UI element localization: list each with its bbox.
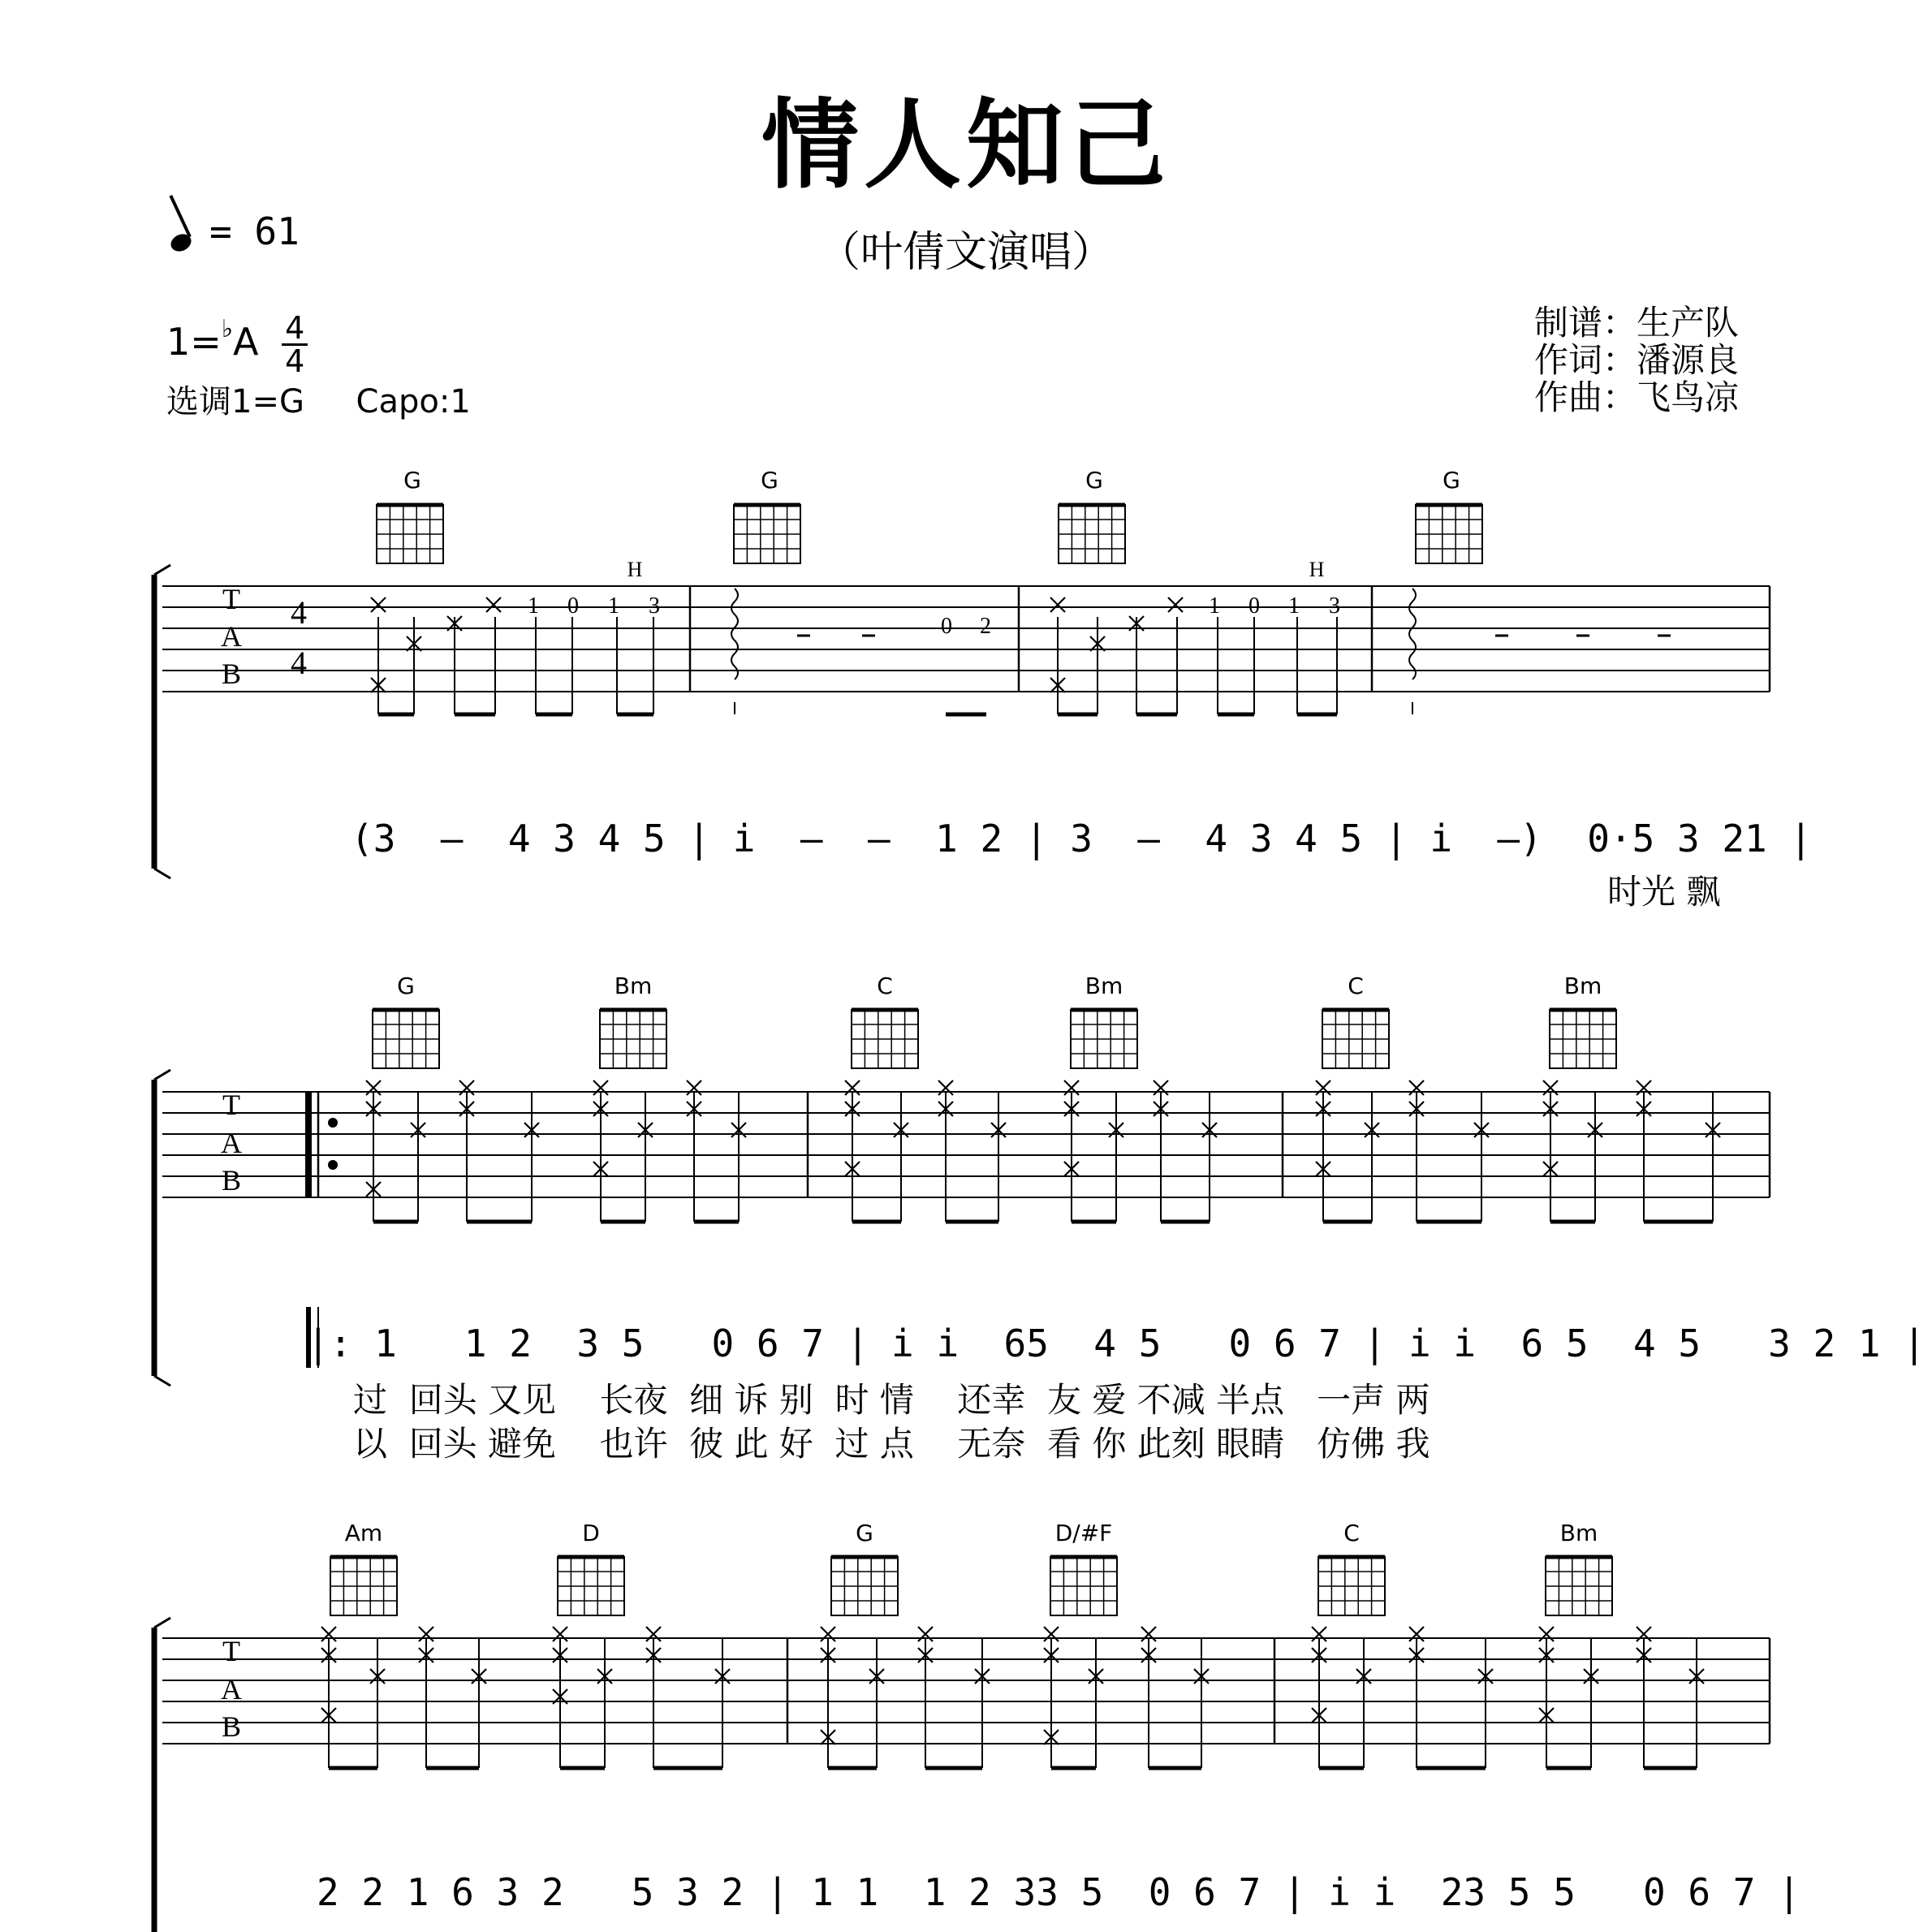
chord-name: C	[1348, 972, 1364, 999]
transcriber: 制谱：生产队	[1534, 303, 1740, 343]
tab-label: B	[221, 658, 242, 690]
jianpu-line-2: |: 1 1 2 3 5 0 6 7 | i i 65 4 5 0 6 7 | i i 6 5 4 5 3 2 1 |	[307, 1322, 1926, 1365]
arpeggio	[731, 589, 738, 679]
chord-name: C	[1343, 1520, 1360, 1546]
select-key-capo: 选调1=G Capo:1	[166, 383, 471, 420]
tab-number: 3	[649, 593, 660, 619]
chord-name: D/#F	[1054, 1520, 1113, 1546]
chord-name: G	[1443, 467, 1460, 494]
tab-label: B	[221, 1164, 242, 1197]
chord-name: Bm	[1085, 972, 1123, 999]
chord-name: C	[877, 972, 893, 999]
tab-label: A	[221, 620, 242, 653]
tab-label: T	[222, 1635, 240, 1667]
tab-number: 0	[567, 593, 579, 619]
chord-name: G	[856, 1520, 873, 1546]
chord-name: Bm	[614, 972, 653, 999]
chord-name: Bm	[1559, 1520, 1598, 1546]
tab-number: 3	[1329, 593, 1340, 619]
tab-label: B	[221, 1710, 242, 1743]
arpeggio	[1409, 589, 1416, 679]
jianpu-line-1: (3 – 4 3 4 5 | i – – 1 2 | 3 – 4 3 4 5 | i –) 0·5 3 21 |	[351, 817, 1813, 860]
key-signature: 1=♭A $\frac{4}{4}$	[166, 313, 308, 377]
lyricist: 作词：潘源良	[1534, 340, 1740, 380]
chord-name: Bm	[1563, 972, 1602, 999]
tab-label: T	[222, 1089, 240, 1121]
composer: 作曲：飞鸟凉	[1534, 377, 1740, 417]
system-bracket	[154, 1376, 170, 1386]
system-bracket	[154, 1618, 170, 1628]
time-sig: 4	[291, 645, 307, 681]
tab-label: A	[221, 1127, 242, 1159]
chord-name: G	[403, 467, 421, 494]
chord-name: D	[582, 1520, 600, 1546]
chord-name: G	[761, 467, 778, 494]
hammer-mark: H	[627, 558, 643, 581]
chord-name: G	[1085, 467, 1103, 494]
tab-number: 1	[1209, 593, 1220, 619]
chord-name: Am	[344, 1520, 383, 1546]
chord-name: G	[397, 972, 415, 999]
tab-number: 0	[1248, 593, 1260, 619]
tempo-value: = 61	[209, 209, 300, 253]
time-sig: 4	[291, 594, 307, 631]
lyrics-line-2a: 过 回头 又见 长夜 细 诉 别 时 情 还幸 友 爱 不减 半点 一声 两	[353, 1380, 1430, 1420]
lyrics-line-2b: 以 回头 避免 也许 彼 此 好 过 点 无奈 看 你 此刻 眼睛 仿佛 我	[353, 1424, 1430, 1464]
system-bracket	[154, 1070, 170, 1080]
repeat-dot	[328, 1118, 338, 1128]
jianpu-line-3: 2 2 1 6 3 2 5 3 2 | 1 1 1 2 33 5 0 6 7 | i i 23 5 5 0 6 7 |	[317, 1870, 1800, 1914]
time-signature: $\frac{4}{4}$	[282, 313, 308, 377]
tab-label: T	[222, 583, 240, 615]
tab-number: 0	[941, 614, 952, 639]
tab-number: 1	[1288, 593, 1300, 619]
hammer-mark: H	[1309, 558, 1325, 581]
repeat-dot	[328, 1160, 338, 1170]
song-title: 情人知己	[761, 89, 1171, 202]
tab-label: A	[221, 1673, 242, 1706]
tab-number: 2	[980, 614, 991, 639]
lyrics-line-1a: 时光 飘	[1607, 872, 1721, 912]
tab-number: 1	[608, 593, 619, 619]
flat-icon: ♭	[221, 314, 233, 343]
tab-number: 1	[528, 593, 539, 619]
song-subtitle: （叶倩文演唱）	[817, 228, 1114, 277]
system-bracket	[154, 565, 170, 575]
system-bracket	[154, 869, 170, 878]
